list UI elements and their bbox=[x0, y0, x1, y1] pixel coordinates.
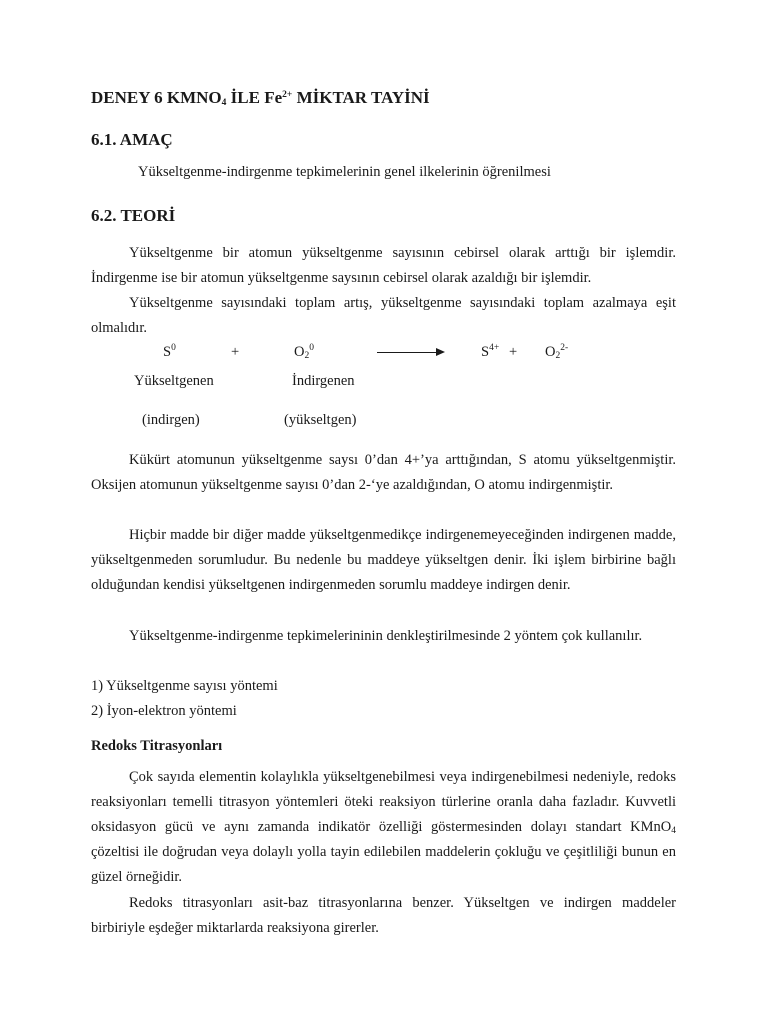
label-oxidant-paren: (yükseltgen) bbox=[284, 412, 357, 428]
list-item: 1) Yükseltgenme sayısı yöntemi bbox=[91, 678, 278, 694]
theory-paragraph-3: Kükürt atomunun yükseltgenme saysı 0’dan 4+’ya arttığından, S atomu yükseltgenmiştir. Oksijen atomunun yükseltgenme sayısı 0’dan 2-‘ye azaldığından, O atomu indirgenmiştir. bbox=[91, 452, 676, 493]
label-reducer-paren: (indirgen) bbox=[142, 412, 200, 428]
redox-heading: Redoks Titrasyonları bbox=[91, 738, 223, 754]
title-superscript: 2+ bbox=[282, 90, 293, 100]
aim-heading: 6.1. AMAÇ bbox=[91, 130, 173, 149]
theory-paragraph-1: Yükseltgenme bir atomun yükseltgenme sayısının cebirsel olarak arttığı bir işlemdir. İndirgenme ise bir atomun yükseltgenme saysının cebirsel olarak azaldığı bir işlemdir. bbox=[91, 245, 676, 286]
title-subscript: 4 bbox=[221, 98, 227, 108]
title-text-end: MİKTAR TAYİNİ bbox=[292, 88, 430, 107]
equation-oxygen-product: $O_2^{2-}$ bbox=[545, 343, 569, 361]
equation-plus-2: + bbox=[509, 344, 518, 360]
theory-heading: 6.2. TEORİ bbox=[91, 206, 176, 225]
list-item: 2) İyon-elektron yöntemi bbox=[91, 703, 237, 719]
label-reducer: Yükseltgenen bbox=[134, 373, 214, 389]
equation-sulfur-product: $S^{4+}$ bbox=[481, 343, 500, 360]
theory-paragraph-2: Yükseltgenme sayısındaki toplam artış, yükseltgenme sayısındaki toplam azalmaya eşit olmalıdır. bbox=[91, 295, 676, 336]
document-title bbox=[91, 88, 430, 108]
reaction-arrow bbox=[377, 352, 439, 353]
reaction-arrow-head bbox=[436, 348, 445, 356]
equation-plus-1: + bbox=[231, 344, 240, 360]
theory-paragraph-4: Hiçbir madde bir diğer madde yükseltgenmedikçe indirgenemeyeceğinden indirgenen madde, yükseltgenmeden sorumludur. Bu nedenle bu maddeye yükseltgen denir. İki işlem birbirine bağlı olduğundan kendisi yükseltgenen indirgenmeden sorumlu maddeye indirgen denir. bbox=[91, 527, 676, 593]
redox-paragraph-2: Redoks titrasyonları asit-baz titrasyonlarına benzer. Yükseltgen ve indirgen maddeler birbiriyle eşdeğer miktarlarda reaksiyona girerler. bbox=[91, 895, 676, 936]
equation-oxygen: $O_2^0$ bbox=[294, 343, 314, 361]
equation-sulfur: $S^0$ bbox=[163, 343, 176, 360]
title-text-mid: İLE Fe bbox=[226, 88, 283, 107]
label-oxidant: İndirgenen bbox=[292, 373, 355, 389]
aim-text: Yükseltgenme-indirgenme tepkimelerinin genel ilkelerinin öğrenilmesi bbox=[138, 164, 551, 180]
theory-paragraph-5: Yükseltgenme-indirgenme tepkimelerininin denkleştirilmesinde 2 yöntem çok kullanılır. bbox=[129, 628, 643, 644]
title-text: DENEY 6 KMNO bbox=[91, 88, 222, 107]
redox-paragraph-1: Çok sayıda elementin kolaylıkla yükseltgenebilmesi veya indirgenebilmesi nedeniyle, redoks reaksiyonları temelli titrasyon yöntemleri öteki reaksiyon türlerine oranla daha fazladır. Kuvvetli oksidasyon gücü ve aynı zamanda indikatör özelliği göstermesinden dolayı standart KMnO$_4$ çözeltisi ile doğrudan veya dolaylı yolla tayin edilebilen maddelerin çokluğu ve çeşitliliği bunun en güzel örneğidir. bbox=[91, 769, 676, 885]
